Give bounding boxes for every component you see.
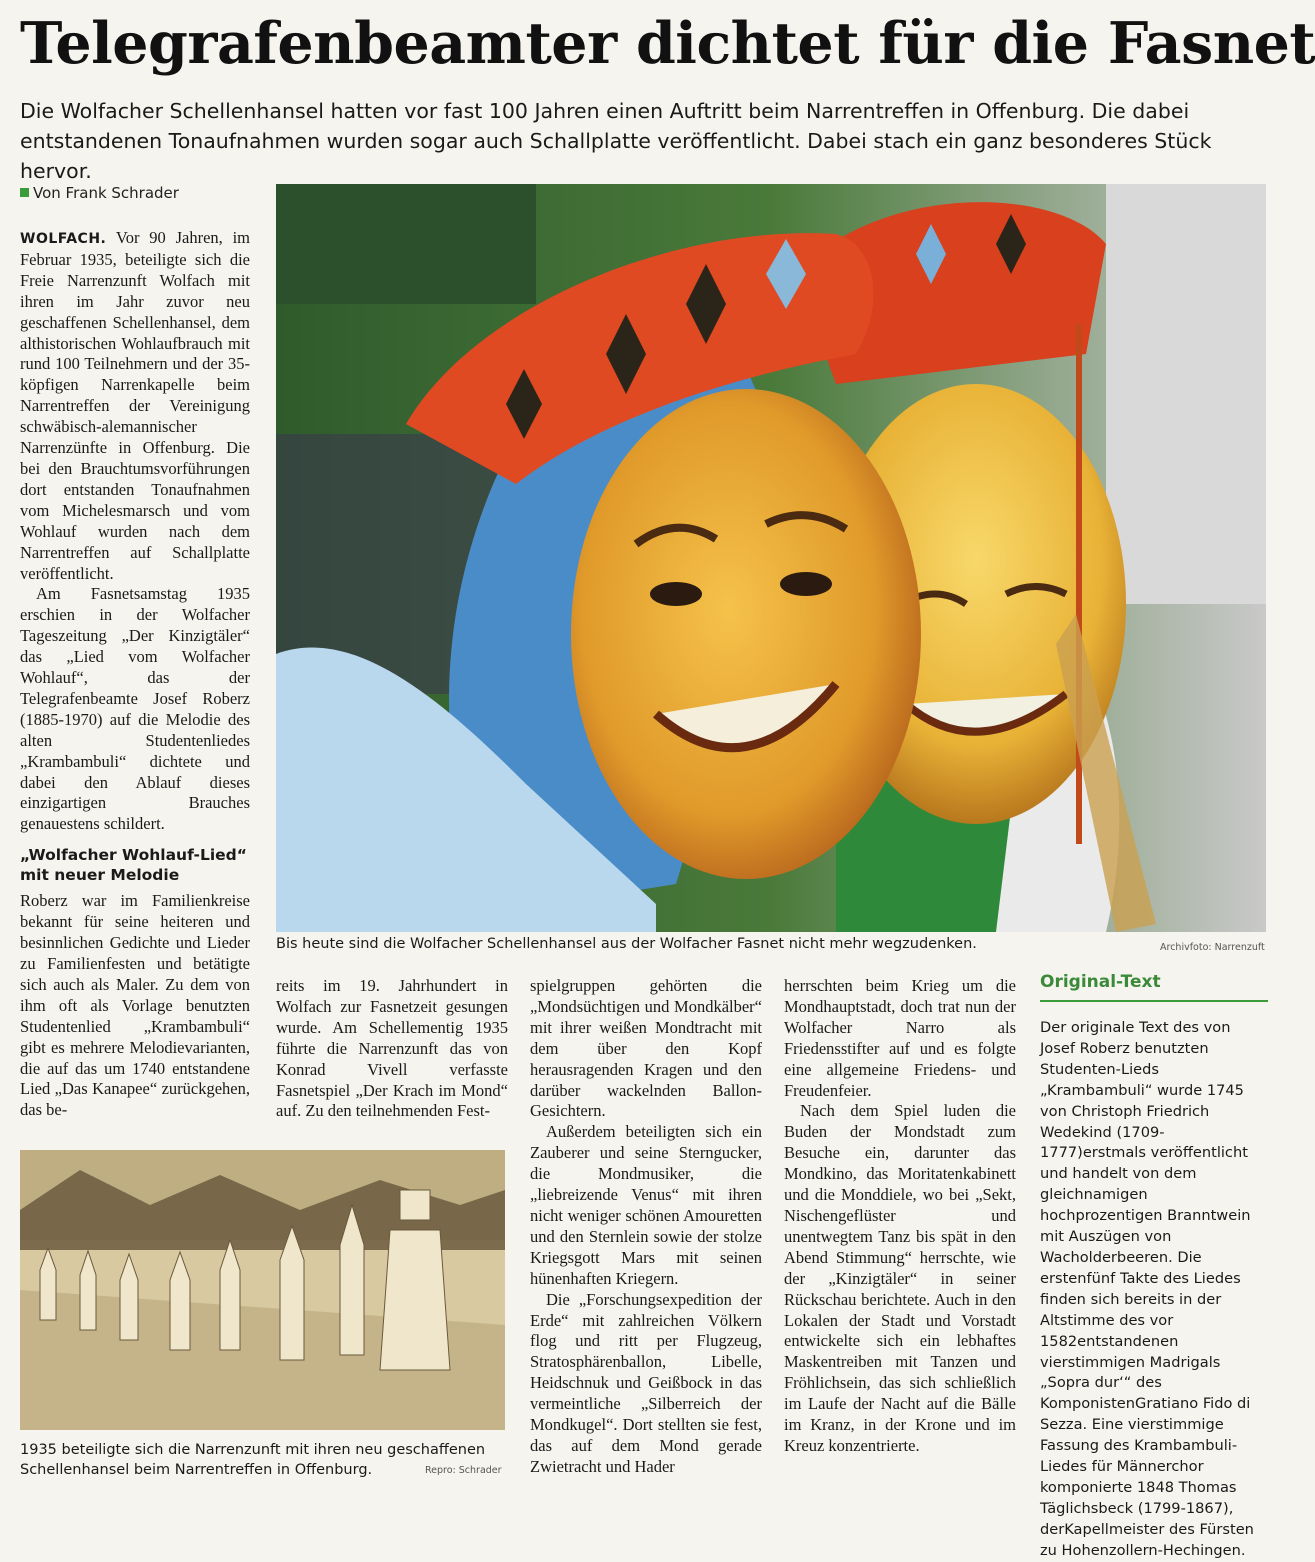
col3-paragraph-1: spielgruppen gehörten die „Mondsüchtigen und Mondkälber“ mit ihrer weißen Mondtracht mit dem über den Kopf herausragenden Kragen und den darüber wackelnden Ballon-Gesichtern. [530,976,762,1121]
col1-paragraph-1: WOLFACH. Vor 90 Jahren, im Februar 1935, beteiligte sich die Freie Narrenzunft Wolfach mit ihren im Jahr zuvor neu geschaffenen Schellenhansel, dem althistorischen Wohlaufbrauch mit rund 100 Teilnehmern und der 35-köpfigen Narrenkapelle beim Narrentreffen der Vereinigung schwäbisch-alemannischer Narrenzünfte in Offenburg. Die bei den Brauchtumsvorführungen dort entstanden Tonaufnahmen vom Michelesmarsch und vom Wohlauf wurden nach dem Narrentreffen auf Schallplatte veröffentlicht. [20,228,251,583]
sidebar-text: Der originale Text des von Josef Roberz benutzten Studenten-Lieds „Krambambuli“ wurde 1745 von Christoph Friedrich Wedekind (1709-1777)erstmals veröffentlicht und handelt von dem gleichnamigen hochprozentigen Branntwein mit Auszügen von Wacholderbeeren. Die erstenfünf Takte des Liedes finden sich bereits in der Altstimme des vor 1582entstandenen vierstimmigen Madrigals „Sopra dur‘“ des KomponistenGratiano Fido di Sezza. Eine vierstimmige Fassung des Krambambuli-Liedes für Männerchor komponierte 1848 Thomas Täglichsbeck (1799-1867), derKapellmeister des Fürsten zu Hohenzollern-Hechingen. [1040,1019,1254,1559]
historic-photo [20,1150,505,1430]
main-photo-credit: Archivfoto: Narrenzuft [1160,942,1265,953]
main-photo-caption: Bis heute sind die Wolfacher Schellenhansel aus der Wolfacher Fasnet nicht mehr wegzudenken. [276,936,977,952]
col2-paragraph-1: reits im 19. Jahrhundert in Wolfach zur Fasnetzeit gesungen wurde. Am Schellementig 1935 führte die Narrenzunft das von Konrad Vivell verfasste Fasnetspiel „Der Krach im Mond“ auf. Zu den teilnehmenden Fest- [276,976,508,1121]
historic-photo-credit: Repro: Schrader [425,1465,502,1476]
col4-paragraph-1: herrschten beim Krieg um die Mondhauptstadt, doch trat nun der Wolfacher Narro als Friedensstifter auf und es folgte eine allgemeine Friedens- und Freudenfeier. [784,976,1016,1100]
main-photo [276,184,1266,932]
sidebar-title: Original-Text [1040,972,1161,992]
col1-paragraph-2: Am Fasnetsamstag 1935 erschien in der Wolfacher Tageszeitung „Der Kinzigtäler“ das „Lied vom Wolfacher Wohlauf“, das der Telegrafenbeamte Josef Roberz (1885-1970) auf die Melodie des alten Studentenliedes „Krambambuli“ dichtete und dabei den Ablauf dieses einzigartigen Brauches genauestens schildert. [20,584,250,834]
article-column-2 [276,976,508,1122]
col3-paragraph-3: Die „Forschungsexpedition der Erde“ mit zahlreichen Völkern flog und ritt per Flugzeug, Stratosphärenballon, Libelle, Heidschnuk und Geißbock in das vermeintliche „Silberreich der Mondkugel“. Dort stellten sie fest, das auf dem Mond gerade Zwietracht und Hader [530,1289,762,1476]
sidebar-rule [1040,1000,1268,1002]
byline [20,184,179,202]
byline-square-icon [20,188,29,197]
subheading: „Wolfacher Wohlauf-Lied“ mit neuer Melodie [20,846,247,885]
lead-paragraph: Die Wolfacher Schellenhansel hatten vor fast 100 Jahren einen Auftritt beim Narrentreffen in Offenburg. Die dabei entstandenen Tonaufnahmen wurden sogar auch Schallplatte veröffentlicht. Dabei stach ein ganz besonderes Stück hervor. [20,99,1212,183]
col1-paragraph-3: Roberz war im Familienkreise bekannt für seine heiteren und besinnlichen Gedichte und Lieder zu Familienfesten und betätigte sich auch als Maler. Zu dem von ihm oft als Vorlage benutzten Studentenlied „Krambambuli“ gibt es mehrere Melodievarianten, die auf das um 1740 entstandene Lied „Das Kanapee“ zurückgehen, das be- [20,891,250,1120]
article-column-1 [20,228,250,1121]
col4-paragraph-2: Nach dem Spiel luden die Buden der Mondstadt zum Besuche ein, darunter das Mondkino, das Moritatenkabinett und die Monddiele, wo bei „Sekt, Nischengeflüster und unentwegtem Tanz bis spät in den Abend Stimmung“ herrschte, wie der „Kinzigtäler“ in seiner Rückschau berichtete. Auch in den Lokalen der Stadt und Vorstadt entwickelte sich ein lebhaftes Maskentreiben mit Tanzen und Fröhlichsein, das sich schließlich im Laufe der Nacht auf die Bälle im Kranz, in der Krone und im Kreuz konzentrierte. [784,1101,1016,1455]
byline-author: Von Frank Schrader [33,184,179,202]
dateline: WOLFACH. [20,231,107,247]
article-column-3 [530,976,762,1478]
col3-paragraph-2: Außerdem beteiligten sich ein Zauberer und seine Sterngucker, die Mondmusiker, die „liebreizende Venus“ mit ihren nicht weniger schönen Amouretten und den Sternlein sowie der stolze Kriegsgott Mars mit seinen hünenhaften Kriegern. [530,1122,762,1288]
historic-photo-caption: 1935 beteiligte sich die Narrenzunft mit ihren neu geschaffenen Schellenhansel beim Narrentreffen in Offenburg. [20,1442,486,1478]
article-column-4 [784,976,1016,1457]
headline: Telegrafenbeamter dichtet für die Fasnet [20,10,1315,77]
